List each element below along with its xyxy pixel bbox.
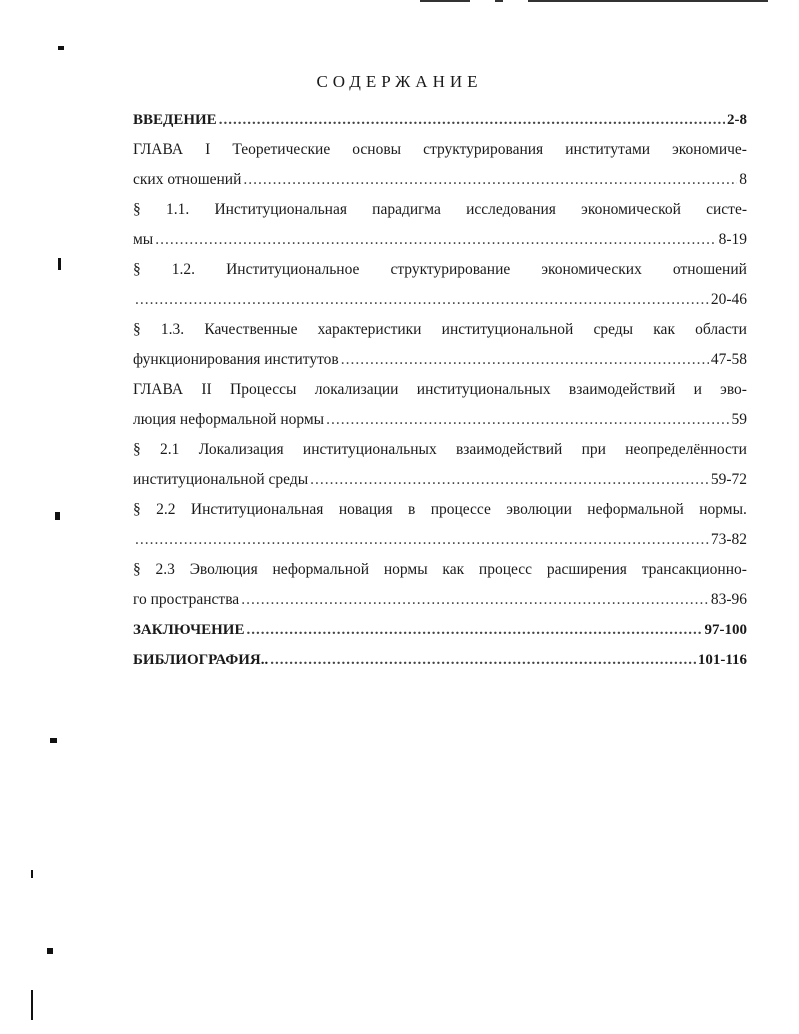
scan-speck — [58, 258, 61, 270]
toc-word: Локализация — [198, 441, 284, 458]
toc-word: 2.3 — [155, 561, 175, 578]
leader-dots — [135, 525, 709, 555]
toc-word: как — [653, 321, 675, 338]
leader-dots — [241, 585, 709, 615]
leader-dots — [246, 615, 702, 645]
toc-word: как — [442, 561, 465, 578]
toc-word: ГЛАВА — [133, 141, 184, 158]
toc-word: парадигма — [372, 201, 441, 218]
leader-dots — [326, 405, 729, 435]
leader-dots — [219, 105, 725, 135]
toc-word: локализации — [314, 381, 399, 398]
leader-dots — [310, 465, 709, 495]
table-of-contents — [133, 105, 747, 675]
toc-word: исследования — [466, 201, 556, 218]
toc-word: неопределённости — [625, 441, 747, 458]
toc-entry-pages: 59-72 — [710, 471, 747, 488]
leader-dots — [243, 165, 737, 195]
toc-word: процессе — [430, 501, 491, 518]
toc-entry-title-cont: мы — [133, 231, 154, 248]
toc-entry-pages: 83-96 — [710, 591, 747, 608]
toc-word: новация — [338, 501, 393, 518]
toc-entry-title-cont: институциональной среды — [133, 471, 309, 488]
toc-word: расширения — [546, 561, 627, 578]
toc-entry-pages: 20-46 — [710, 291, 747, 308]
toc-word: и — [693, 381, 702, 398]
leader-dots — [341, 345, 709, 375]
toc-word: в — [407, 501, 416, 518]
scan-speck — [31, 870, 33, 878]
toc-word: 2.2 — [156, 501, 176, 518]
toc-word: Институциональная — [190, 501, 324, 518]
toc-entry-title — [133, 255, 747, 285]
leader-dots — [135, 285, 709, 315]
leader-dots — [270, 645, 696, 675]
toc-word: институциональных — [302, 441, 437, 458]
toc-word: I — [205, 141, 211, 158]
toc-word: неформальной — [272, 561, 370, 578]
scan-speck — [50, 738, 57, 743]
toc-entry-title: БИБЛИОГРАФИЯ.. — [133, 652, 269, 668]
toc-word: Институциональное — [226, 261, 360, 278]
toc-entry-pages: 73-82 — [710, 531, 747, 548]
toc-entry-title — [133, 375, 747, 405]
toc-entry-title — [133, 495, 747, 525]
toc-word: характеристики — [317, 321, 422, 338]
scan-mark-top — [420, 0, 470, 2]
toc-entry-title — [133, 135, 747, 165]
toc-entry-pages: 8-19 — [718, 231, 747, 248]
scan-speck — [47, 948, 53, 954]
toc-entry-title — [133, 195, 747, 225]
toc-word: институтами — [565, 141, 651, 158]
scan-mark-top — [495, 0, 503, 2]
toc-word: при — [581, 441, 606, 458]
scan-speck — [55, 512, 60, 520]
toc-word: ГЛАВА — [133, 381, 184, 398]
toc-word: области — [695, 321, 747, 338]
toc-entry-title-cont: го пространства — [133, 591, 240, 608]
toc-word: экономической — [581, 201, 681, 218]
toc-word: Теоретические — [232, 141, 331, 158]
toc-word: Качественные — [204, 321, 298, 338]
toc-word: структурирования — [423, 141, 544, 158]
toc-word: 1.3. — [160, 321, 185, 338]
scan-mark-top — [528, 0, 768, 2]
toc-entry-section-2-3 — [133, 555, 747, 615]
toc-entry-pages: 47-58 — [710, 351, 747, 368]
toc-word: 1.2. — [171, 261, 196, 278]
toc-word: экономических — [541, 261, 642, 278]
toc-entry-section-1-2 — [133, 255, 747, 315]
toc-entry-pages: 2-8 — [727, 112, 747, 128]
toc-word: структурирование — [390, 261, 511, 278]
toc-word: нормы. — [699, 501, 747, 518]
toc-word: 1.1. — [165, 201, 190, 218]
toc-word: эволюции — [506, 501, 572, 518]
page-title: СОДЕРЖАНИЕ — [316, 72, 483, 91]
toc-word: систе- — [706, 201, 747, 218]
toc-word: § — [133, 261, 141, 278]
toc-word: Эволюция — [189, 561, 258, 578]
toc-word: неформальной — [587, 501, 684, 518]
toc-word: II — [201, 381, 212, 398]
toc-entry-title — [133, 555, 747, 585]
toc-word: процесс — [478, 561, 533, 578]
toc-entry-title — [133, 435, 747, 465]
toc-entry-title-cont: функционирования институтов — [133, 351, 339, 368]
toc-entry-section-1-1 — [133, 195, 747, 255]
toc-entry-title-cont: люция неформальной нормы — [133, 411, 325, 428]
toc-entry-bibliography — [133, 645, 747, 675]
toc-word: § — [133, 321, 141, 338]
toc-entry-title — [133, 315, 747, 345]
toc-entry-section-1-3 — [133, 315, 747, 375]
toc-entry-pages: 8 — [739, 171, 747, 188]
toc-entry-title: ВВЕДЕНИЕ — [133, 112, 217, 128]
toc-entry-section-2-2 — [133, 495, 747, 555]
toc-word: 2.1 — [160, 441, 180, 458]
toc-entry-pages: 97-100 — [704, 622, 747, 638]
toc-entry-pages: 101-116 — [697, 652, 747, 668]
toc-word: § — [133, 501, 141, 518]
toc-word: взаимодействий — [455, 441, 563, 458]
scan-speck — [31, 990, 33, 1020]
toc-word: эво- — [720, 381, 747, 398]
toc-entry-chapter-1 — [133, 135, 747, 195]
toc-entry-chapter-2 — [133, 375, 747, 435]
toc-word: § — [133, 201, 141, 218]
toc-word: Процессы — [230, 381, 297, 398]
toc-entry-pages: 59 — [731, 411, 747, 428]
toc-entry-title-cont: ских отношений — [133, 171, 242, 188]
leader-dots — [155, 225, 716, 255]
toc-word: § — [133, 441, 141, 458]
scan-speck — [58, 46, 64, 50]
toc-word: трансакционно- — [641, 561, 747, 578]
toc-entry-introduction — [133, 105, 747, 135]
toc-word: институциональной — [441, 321, 574, 338]
toc-word: нормы — [383, 561, 428, 578]
toc-word: среды — [593, 321, 634, 338]
toc-word: отношений — [672, 261, 747, 278]
toc-word: основы — [352, 141, 402, 158]
toc-word: § — [133, 561, 141, 578]
toc-entry-title: ЗАКЛЮЧЕНИЕ — [133, 622, 245, 638]
toc-word: Институциональная — [214, 201, 347, 218]
toc-word: институциональных — [416, 381, 551, 398]
toc-entry-conclusion — [133, 615, 747, 645]
toc-word: экономиче- — [672, 141, 747, 158]
toc-word: взаимодействий — [568, 381, 676, 398]
toc-entry-section-2-1 — [133, 435, 747, 495]
